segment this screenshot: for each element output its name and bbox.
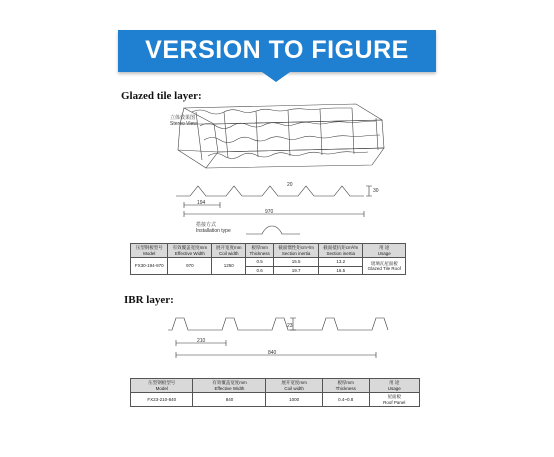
ibr-dim-pitch-label: 210 [197, 338, 206, 344]
install-type-label-en: Installation type [196, 228, 231, 234]
dim-width-label: 970 [265, 209, 274, 215]
glazed-header-coil-width: 展开宽度mm Coil width [212, 244, 246, 258]
dim-step-label: 20 [287, 182, 293, 188]
glazed-header-effective-width: 有效覆盖宽度mm Effective Width [168, 244, 212, 258]
ibr-model-cell: FX23-210-840 [131, 393, 193, 407]
glazed-inertia-cell: 15.5 [274, 258, 319, 267]
ibr-header-thickness: 板厚mm Thickness [322, 379, 369, 393]
ibr-dim-width-label: 840 [268, 350, 277, 356]
ibr-dim-height-label: 23 [287, 323, 293, 329]
ibr-coil-width-cell: 1000 [266, 393, 322, 407]
ibr-header-model: 压型钢板型号 Model [131, 379, 193, 393]
glazed-usage-cell: 琉璃瓦屋面板 Glazed Tile Roof [363, 258, 406, 275]
glazed-header-usage: 用 途 Usage [363, 244, 406, 258]
glazed-coil-width-cell: 1250 [212, 258, 246, 275]
glazed-section-title: Glazed tile layer: [121, 90, 202, 102]
ibr-section-title: IBR layer: [124, 294, 174, 306]
glazed-header-model: 压型钢板型号 Model [131, 244, 168, 258]
glazed-header-resistance: 截面抵抗矩cm³/m Section inertia [319, 244, 363, 258]
dim-height-label: 30 [373, 188, 379, 194]
ibr-header-effective-width: 有效覆盖宽度mm Effective Width [193, 379, 266, 393]
ibr-thickness-cell: 0.4~0.8 [322, 393, 369, 407]
glazed-effective-width-cell: 970 [168, 258, 212, 275]
install-type-label-cn: 搭接方式 [196, 222, 217, 228]
stereo-view-label-en: Stereo View [170, 121, 197, 127]
glazed-resistance-cell: 13.2 [319, 258, 363, 267]
glazed-resistance-cell: 16.5 [319, 266, 363, 275]
glazed-thickness-cell: 0.6 [246, 266, 274, 275]
glazed-model-cell: FX30-194-970 [131, 258, 168, 275]
ibr-header-usage: 用 途 Usage [369, 379, 419, 393]
ibr-table-header-row [131, 379, 420, 393]
ibr-header-coil-width: 展开宽度mm Coil width [266, 379, 322, 393]
table-row [131, 393, 420, 407]
dim-pitch-label: 194 [197, 200, 206, 206]
glazed-thickness-cell: 0.5 [246, 258, 274, 267]
banner-title: VERSION TO FIGURE [145, 36, 409, 64]
glazed-inertia-cell: 19.7 [274, 266, 319, 275]
ibr-profile-line [168, 318, 388, 330]
ibr-spec-table [130, 378, 420, 407]
ibr-usage-cell: 屋面板 Roof Panel [369, 393, 419, 407]
ibr-effective-width-cell: 840 [193, 393, 266, 407]
stereo-view-label-cn: 立体效果图 [170, 115, 196, 121]
glazed-header-inertia: 截面惯性矩cm⁴/m Section inertia [274, 244, 319, 258]
glazed-header-thickness: 板厚mm Thickness [246, 244, 274, 258]
